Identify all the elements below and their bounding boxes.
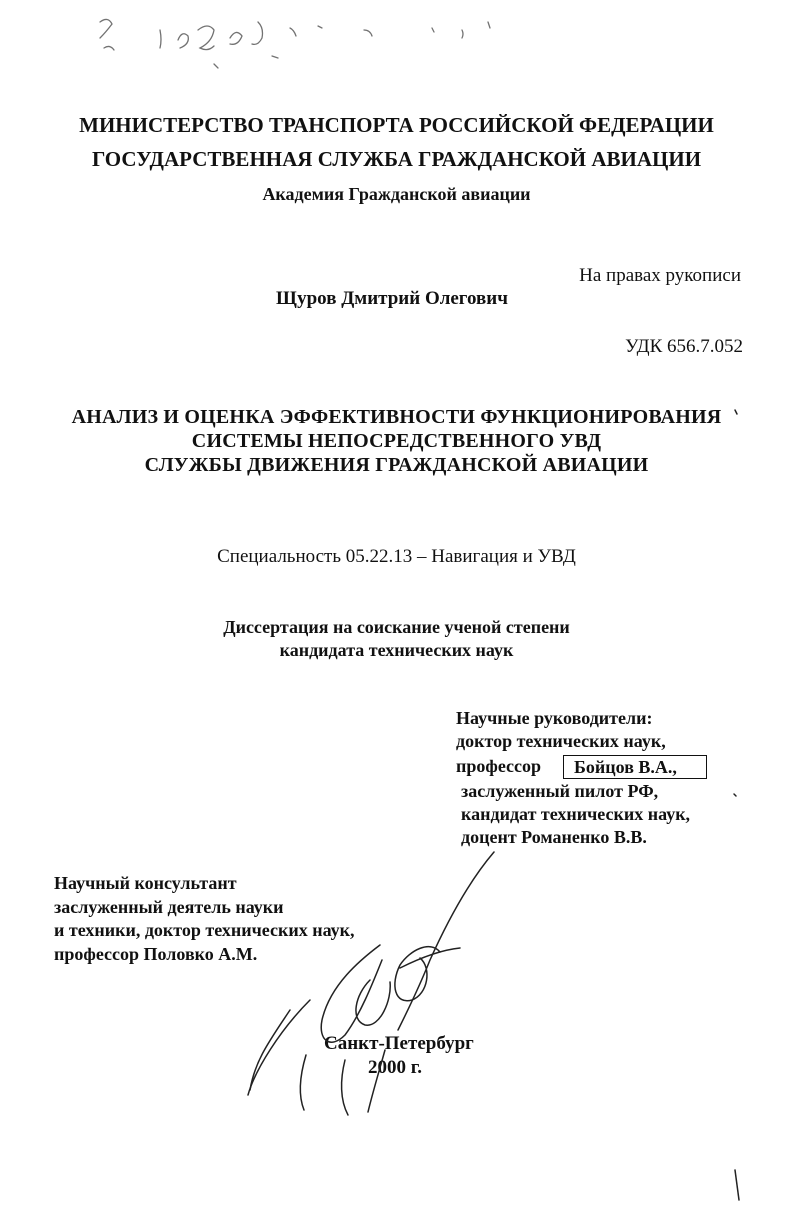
year: 2000 г.: [368, 1057, 422, 1078]
consultant-honor: заслуженный деятель науки: [54, 897, 284, 917]
dissertation-degree-line-2: кандидата технических наук: [279, 640, 514, 660]
supervisor-honor: заслуженный пилот РФ,: [461, 781, 659, 801]
supervisor-title-prefix: профессор: [456, 756, 542, 776]
supervisors-heading: Научные руководители:: [456, 708, 653, 728]
supervisor-name-boxed: Бойцов В.А.,: [563, 755, 707, 779]
thesis-title-line-3: СЛУЖБЫ ДВИЖЕНИЯ ГРАЖДАНСКОЙ АВИАЦИИ: [144, 454, 649, 476]
academy-heading: Академия Гражданской авиации: [262, 184, 531, 204]
consultant-heading: Научный консультант: [54, 873, 237, 893]
thesis-title-line-1: АНАЛИЗ И ОЦЕНКА ЭФФЕКТИВНОСТИ ФУНКЦИОНИРОВАНИЯ: [71, 406, 722, 428]
ministry-heading: МИНИСТЕРСТВО ТРАНСПОРТА РОССИЙСКОЙ ФЕДЕРАЦИИ: [79, 113, 714, 137]
consultant-degree: и техники, доктор технических наук,: [54, 920, 355, 940]
manuscript-rights-note: На правах рукописи: [579, 265, 741, 286]
co-supervisor-degree: кандидат технических наук,: [461, 804, 691, 824]
supervisor-degree: доктор технических наук,: [456, 731, 666, 751]
specialty-line: Специальность 05.22.13 – Навигация и УВД: [217, 546, 576, 567]
signature-graphic: [248, 410, 739, 1200]
consultant-name: профессор Половко А.М.: [54, 944, 258, 964]
dissertation-degree-line-1: Диссертация на соискание ученой степени: [223, 617, 570, 637]
author-name: Щуров Дмитрий Олегович: [276, 288, 508, 309]
thesis-title-line-2: СИСТЕМЫ НЕПОСРЕДСТВЕННОГО УВД: [191, 430, 602, 452]
top-pencil-scribble: [100, 19, 490, 68]
service-heading: ГОСУДАРСТВЕННАЯ СЛУЖБА ГРАЖДАНСКОЙ АВИАЦИИ: [91, 147, 702, 171]
co-supervisor-name: доцент Романенко В.В.: [461, 827, 647, 847]
city: Санкт-Петербург: [324, 1033, 474, 1054]
udk-code: УДК 656.7.052: [625, 336, 743, 357]
